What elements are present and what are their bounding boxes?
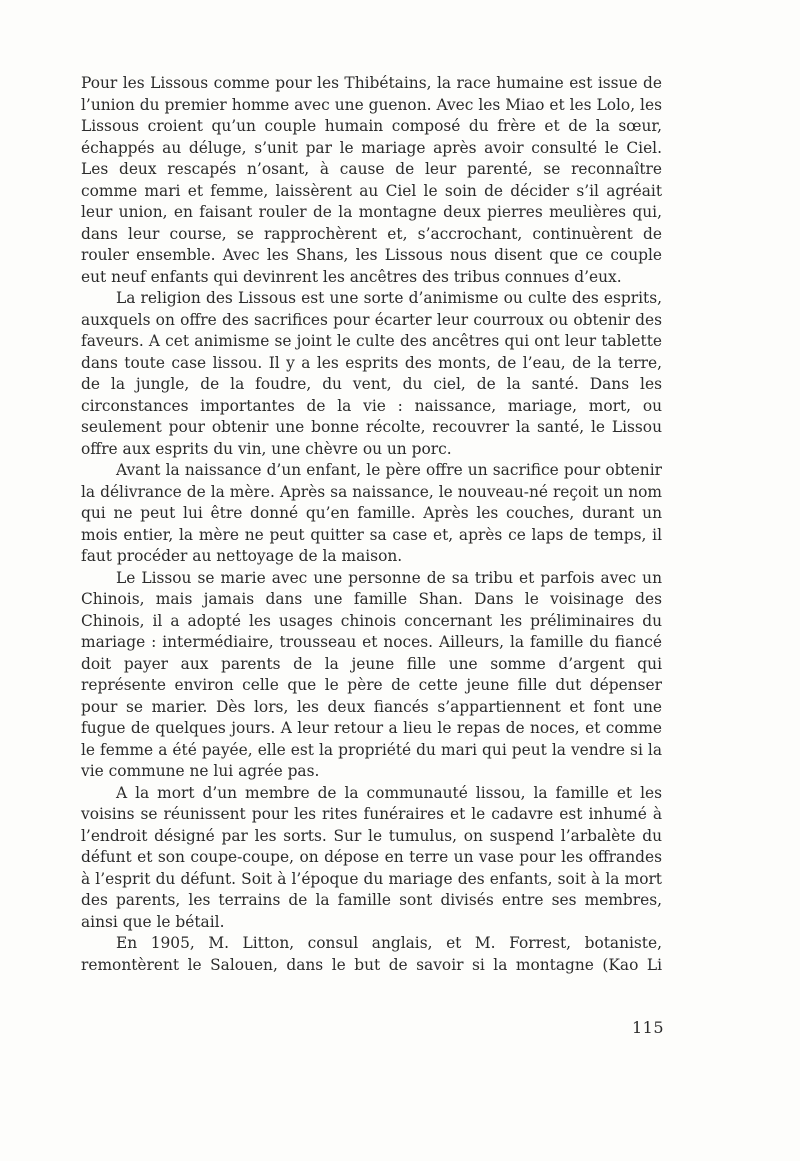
- paragraph-religion: La religion des Lissous est une sorte d’animisme ou culte des esprits, auxquels on offre des sacrifices pour écarter leur courroux ou obtenir des faveurs. A cet animisme se joint le culte des ancêtres qui ont leur tablette dans toute case lissou. Il y a les esprits des monts, de l’eau, de la terre, de la jungle, de la foudre, du vent, du ciel, de la santé. Dans les circonstances importantes de la vie : naissance, mariage, mort, ou seulement pour obtenir une bonne récolte, recouvrer la santé, le Lissou offre aux esprits du vin, une chèvre ou un porc.: [81, 289, 662, 458]
- paragraph-death: A la mort d’un membre de la communauté lissou, la famille et les voisins se réunissent pour les rites funéraires et le cadavre est inhumé à l’endroit désigné par les sorts. Sur le tumulus, on suspend l’arbalète du défunt et son coupe-coupe, on dépose en terre un vase pour les offrandes à l’esprit du défunt. Soit à l’époque du mariage des enfants, soit à la mort des parents, les terrains de la famille sont divisés entre ses membres, ainsi que le bétail.: [81, 783, 662, 931]
- page-number: 115: [631, 1018, 664, 1037]
- paragraph-birth: Avant la naissance d’un enfant, le père offre un sacrifice pour obtenir la délivrance de la mère. Après sa naissance, le nouveau-né reçoit un nom qui ne peut lui être donné qu’en famille. Après les couches, durant un mois entier, la mère ne peut quitter sa case et, après ce laps de temps, il faut procéder au nettoyage de la maison.: [81, 461, 662, 565]
- paragraph-marriage: Le Lissou se marie avec une personne de sa tribu et parfois avec un Chinois, mais jamais dans une famille Shan. Dans le voisinage des Chinois, il a adopté les usages chinois concernant les préliminaires du mariage : intermédiaire, trousseau et noces. Ailleurs, la famille du fiancé doit payer aux parents de la jeune fille une somme d’argent qui représente environ celle que le père de cette jeune fille dut dépenser pour se marier. Dès lors, les deux fiancés s’appartiennent et font une fugue de quelques jours. A leur retour a lieu le repas de noces, et comme le femme a été payée, elle est la propriété du mari qui peut la vendre si la vie commune ne lui agrée pas.: [81, 568, 662, 780]
- body-text: [81, 73, 662, 976]
- paragraph-origin-myth: Pour les Lissous comme pour les Thibétains, la race humaine est issue de l’union du premier homme avec une guenon. Avec les Miao et les Lolo, les Lissous croient qu’un couple humain composé du frère et de la sœur, échappés au déluge, s’unit par le mariage après avoir consulté le Ciel. Les deux rescapés n’osant, à cause de leur parenté, se reconnaître comme mari et femme, laissèrent au Ciel le soin de décider s’il agréait leur union, en faisant rouler de la montagne deux pierres meulières qui, dans leur course, se rapprochèrent et, s’accrochant, continuèrent de rouler ensemble. Avec les Shans, les Lissous nous disent que ce couple eut neuf enfants qui devinrent les ancêtres des tribus connues d’eux.: [81, 74, 662, 286]
- paragraph-expedition: En 1905, M. Litton, consul anglais, et M. Forrest, botaniste, remontèrent le Salouen, dans le but de savoir si la montagne (Kao Li: [81, 934, 662, 974]
